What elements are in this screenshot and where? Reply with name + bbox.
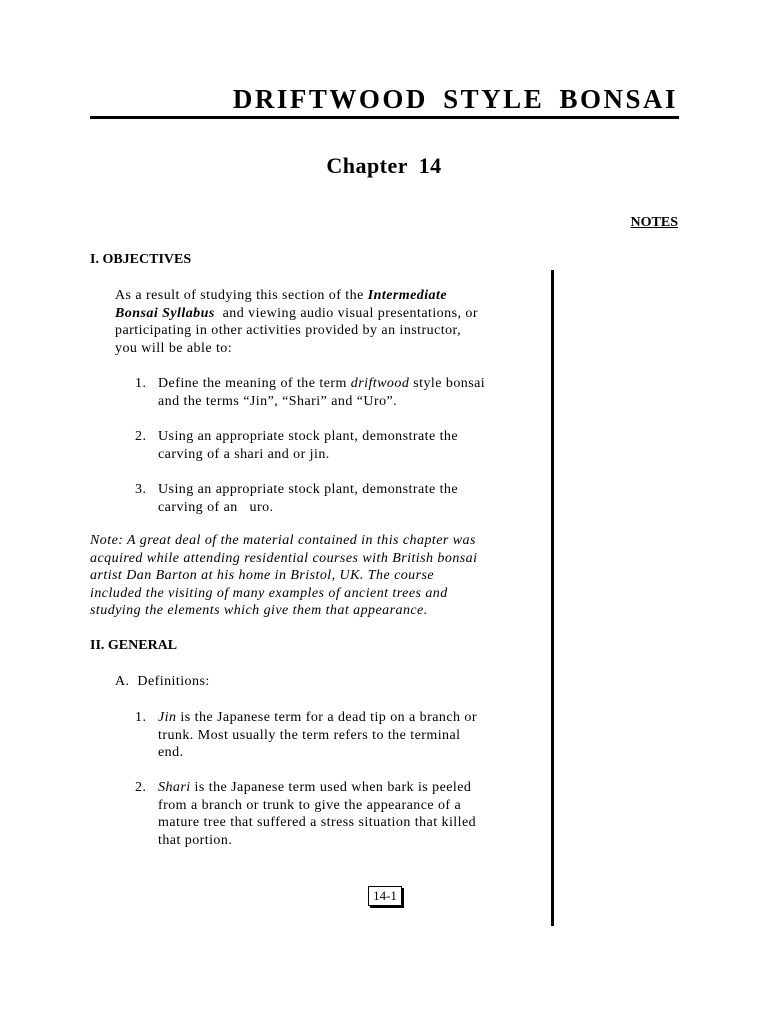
definitions-subheading: A. Definitions: (115, 674, 210, 689)
section-heading-objectives: I. OBJECTIVES (90, 252, 192, 267)
objective-item-1: 1. Define the meaning of the term driftwood style bonsai and the terms “Jin”, “Shari” and “Uro”. (135, 376, 486, 409)
definition-item-jin: 1. Jin is the Japanese term for a dead tip on a branch or trunk. Most usually the term refers to the terminal end. (135, 710, 477, 761)
notes-column-divider (551, 270, 554, 926)
objective-item-2: 2. Using an appropriate stock plant, demonstrate the carving of a shari and or jin. (135, 429, 459, 462)
document-title: DRIFTWOOD STYLE BONSAI (232, 84, 678, 114)
notes-label: NOTES (630, 215, 678, 230)
definition-item-shari: 2. Shari is the Japanese term used when bark is peeled from a branch or trunk to give the appearance of a mature tree that suffered a stress situation that killed that portion. (135, 780, 477, 848)
title-underline (90, 116, 679, 119)
course-note: Note: A great deal of the material contained in this chapter was acquired while attending residential courses with British bonsai artist Dan Barton at his home in Bristol, UK. The course included the visiting of many examples of ancient trees and studying the elements which give them that appearance. (90, 533, 478, 619)
objectives-intro: As a result of studying this section of the Intermediate Bonsai Syllabus and viewing audio visual presentations, or participating in other activities provided by an instructor, you will be able to: (115, 288, 478, 356)
chapter-heading: Chapter 14 (326, 153, 442, 178)
objective-item-3: 3. Using an appropriate stock plant, demonstrate the carving of an uro. (135, 482, 459, 515)
page-number: 14-1 (368, 886, 402, 906)
section-heading-general: II. GENERAL (90, 638, 178, 653)
